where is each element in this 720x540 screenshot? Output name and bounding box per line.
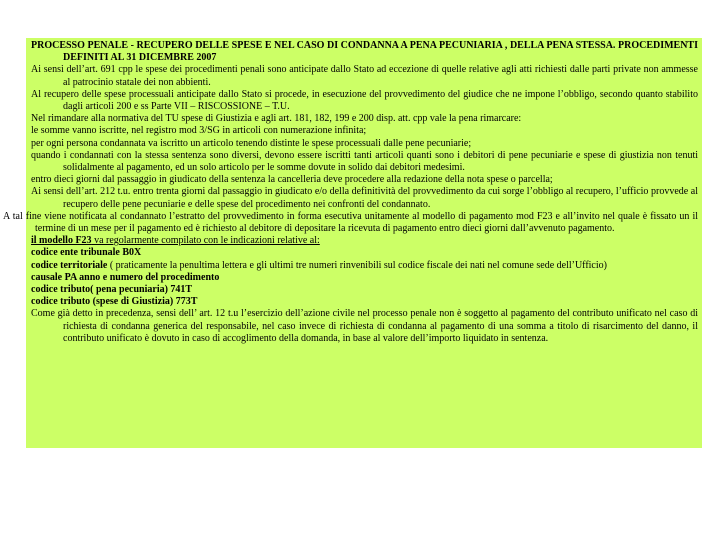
paragraph-art-212: Ai sensi dell’art. 212 t.u. entro trenta giorni dal passaggio in giudicato e/o della definitività del provvedimento da cui sorge l’obbligo al recupero, l’ufficio provvede al recupero delle pene pecuniarie e delle spese del procedimento nei confronti del condannato. [31, 186, 698, 210]
codice-territoriale-text: ( praticamente la penultima lettera e gli ultimi tre numeri rinvenibili sul codice fiscale dei nati nel comune sede dell’Ufficio) [107, 259, 607, 271]
paragraph-iscrizione: le somme vanno iscritte, nel registro mod 3/SG in articoli con numerazione infinita; [31, 125, 367, 137]
model-f23-line [31, 235, 698, 247]
paragraph-piu-condannati: quando i condannati con la stessa sentenza sono diversi, devono essere iscritti tanti articoli quanti sono i debitori di pene pecuniarie e spese di giustizia non tenuti solidalmente al pagamento, ed un solo articolo per le somme dovute in solido dai debitori medesimi. [31, 149, 698, 174]
paragraph-normativa: Nel rimandare alla normativa del TU spese di Giustizia e agli art. 181, 182, 199 e 200 disp. att. cpp vale la pena rimarcare: [31, 113, 522, 125]
codice-tributo-spese: codice tributo (spese di Giustizia) 773T [31, 296, 198, 308]
paragraph-closing: Come già detto in precedenza, sensi dell’ art. 12 t.u l’esercizio dell’azione civile nel processo penale non è soggetto al pagamento del contributo unificato nel caso di richiesta di condanna generica del responsabile, nel caso invece di richiesta di condanna al pagamento di una somma a titolo di risarcimento del danno, il contributo unificato è dovuto in caso di accoglimento della domanda, in base al valore dell’importo liquidato in sentenza. [31, 308, 698, 344]
text-panel [3, 38, 702, 448]
codice-tributo-pena: codice tributo( pena pecuniaria) 741T [31, 284, 193, 296]
paragraph-nota-spese: entro dieci giorni dal passaggio in giudicato della sentenza la cancelleria deve procedere alla redazione della nota spese o parcella; [31, 174, 553, 186]
codice-territoriale-line [31, 260, 698, 272]
paragraph-recupero: Al recupero delle spese processuali anticipate dallo Stato si procede, in esecuzione del provvedimento del giudice che ne impone l’obbligo, secondo quanto stabilito dagli articoli 200 e ss Parte VII – RISCOSSIONE – T.U. [31, 88, 698, 113]
model-f23-label: il modello F23 [31, 235, 92, 247]
document-title: PROCESSO PENALE - RECUPERO DELLE SPESE E NEL CASO DI CONDANNA A PENA PECUNIARIA , DELLA PENA STESSA. PROCEDIMENTI DEFINITI AL 31 DICEMBRE 2007 [31, 40, 698, 64]
codice-territoriale-label: codice territoriale [31, 259, 108, 271]
paragraph-anticipazione: Ai sensi dell’art. 691 cpp le spese dei procedimenti penali sono anticipate dallo Stato ad eccezione di quelle relative agli atti richiesti dalle parti private non ammesse al patrocinio statale dei non abbienti. [31, 64, 698, 88]
paragraph-articolo-persona: per ogni persona condannata va iscritto un articolo tenendo distinte le spese processuali dalle pene pecuniarie; [31, 137, 472, 149]
causale: causale PA anno e numero del procedimento [31, 271, 220, 283]
codice-ente: codice ente tribunale B0X [31, 247, 142, 259]
paragraph-notifica: A tal fine viene notificata al condannato l’estratto del provvedimento in forma esecutiva unitamente al modello di pagamento mod F23 e all’invito nel quale è fissato un il termine di un mese per il pagamento ed è richiesto al debitore di depositare la ricevuta di pagamento entro dieci giorni dall’avvenuto pagamento. [3, 210, 698, 235]
model-f23-rest: va regolarmente compilato con le indicazioni relative al: [91, 235, 320, 247]
